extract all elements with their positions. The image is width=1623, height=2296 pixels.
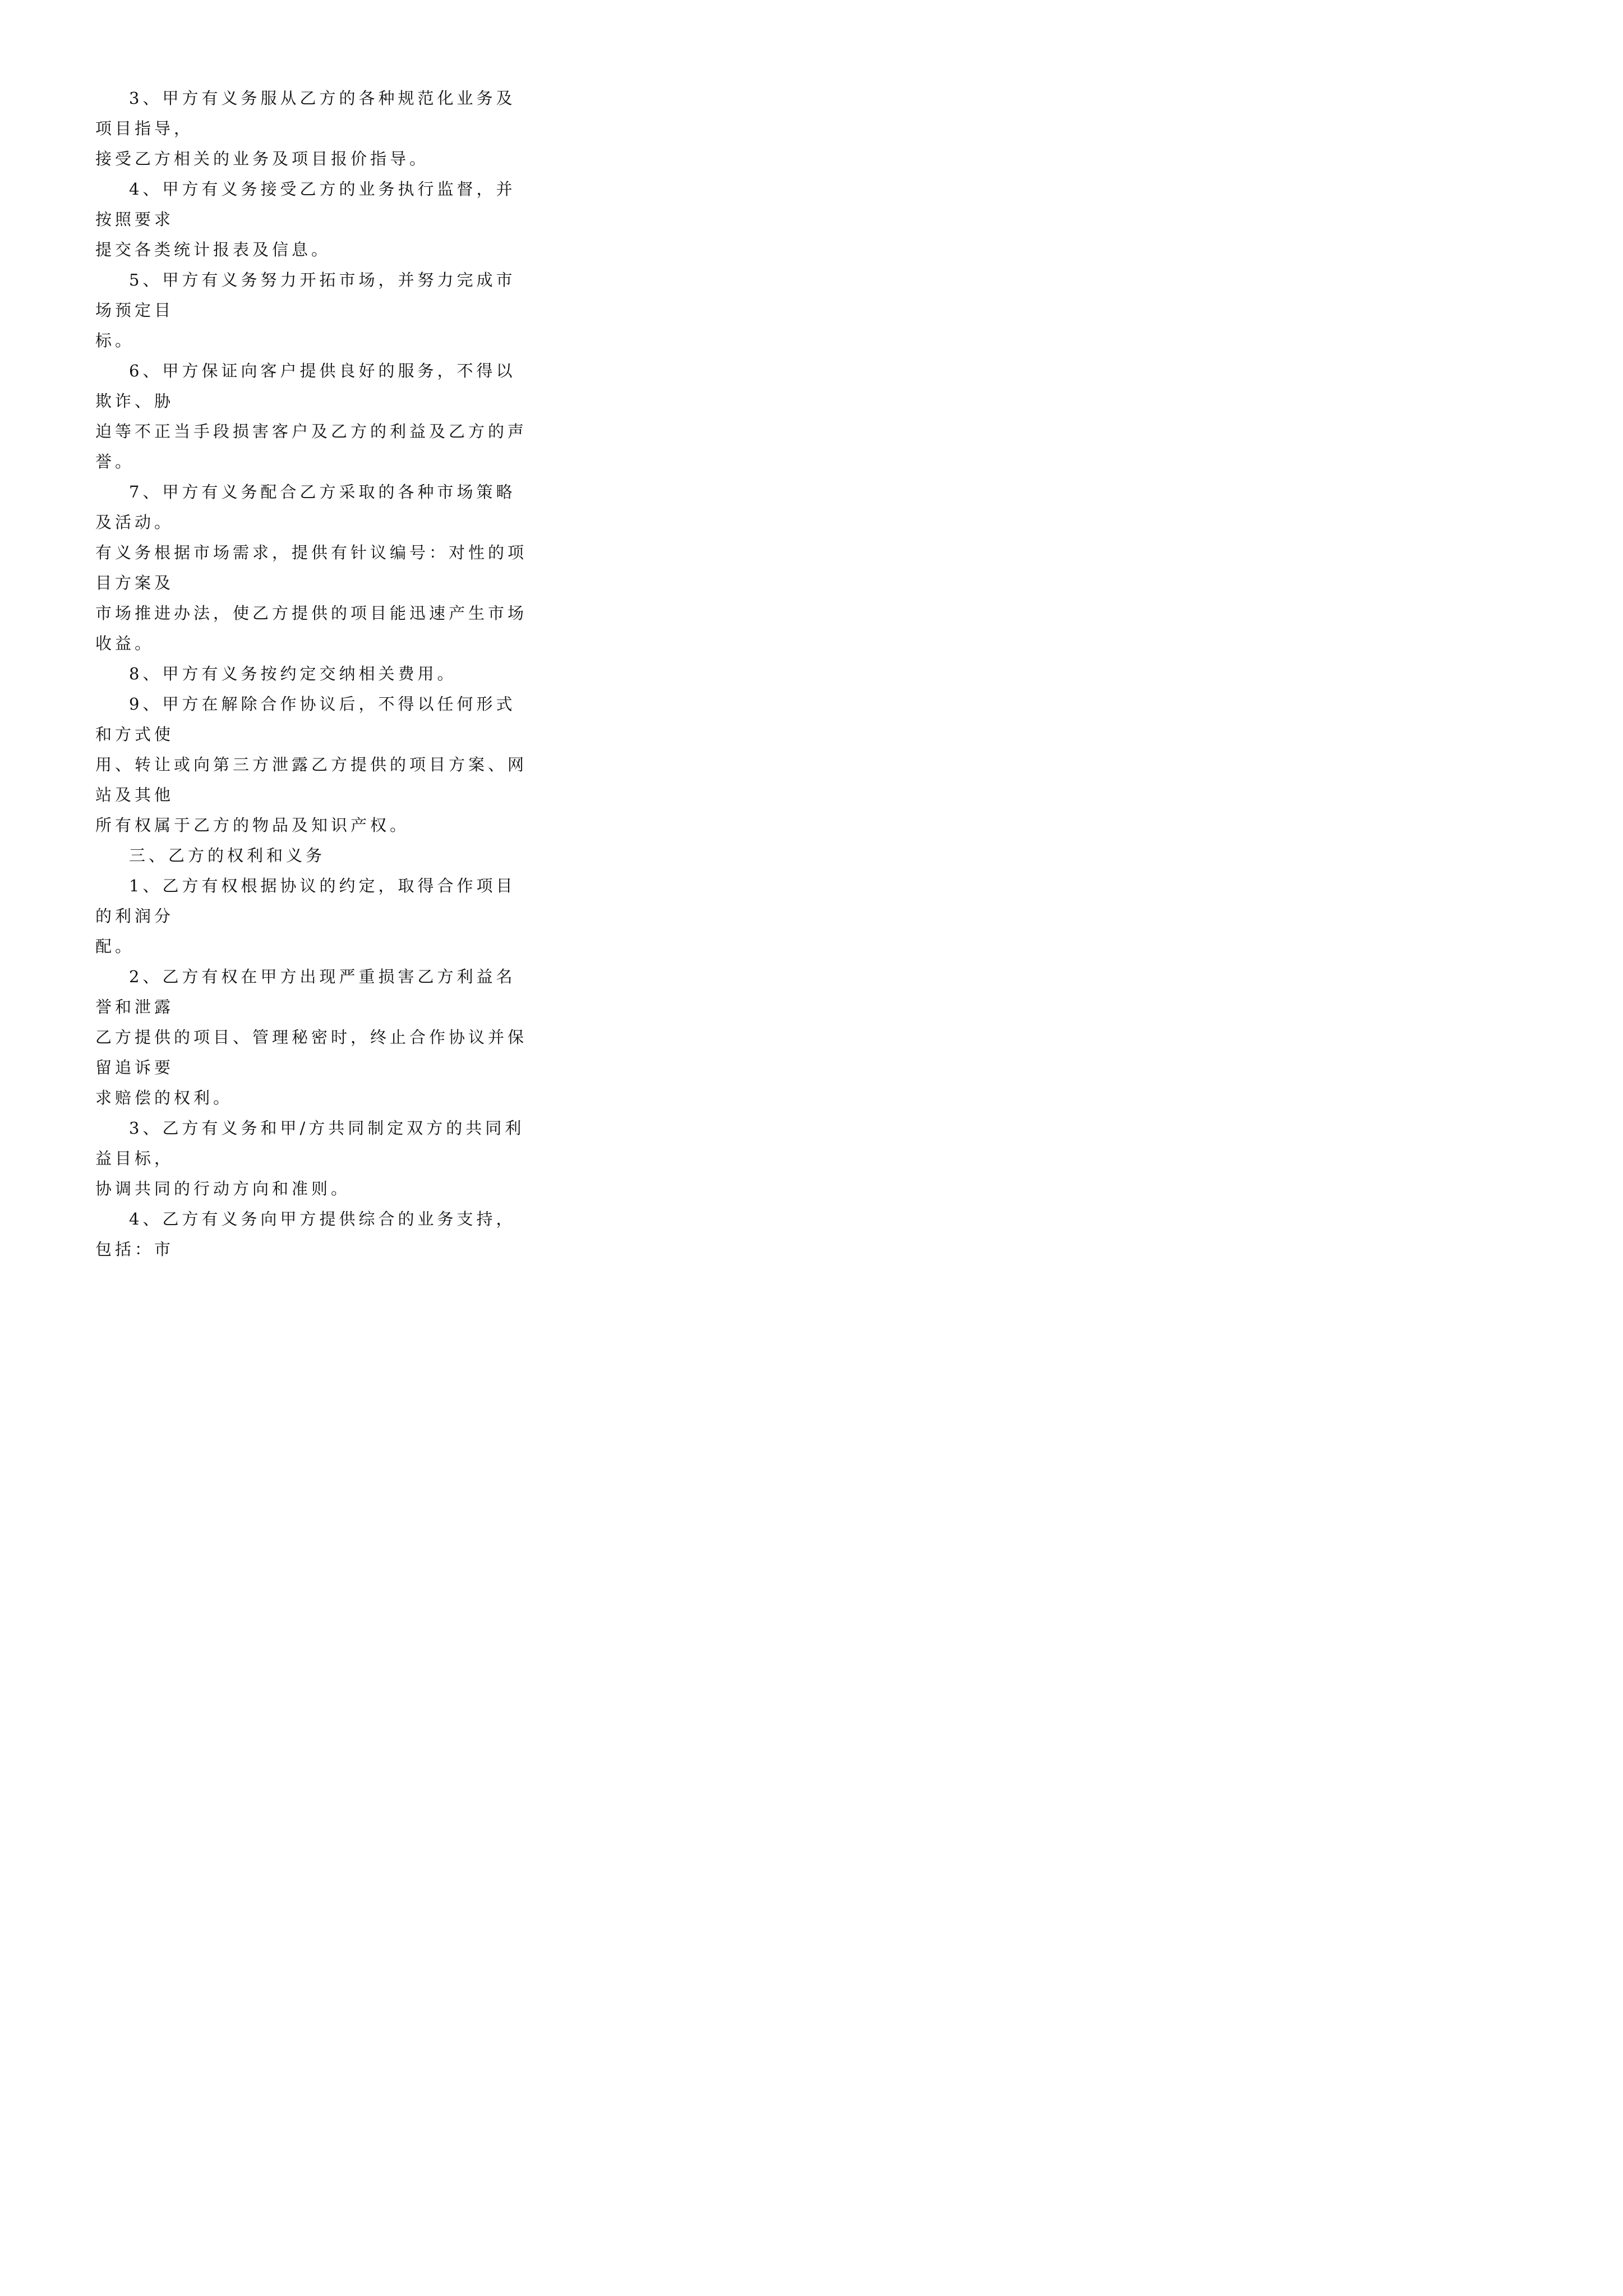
paragraph-a-3: 3、甲方有义务服从乙方的各种规范化业务及项目指导， 接受乙方相关的业务及项目报价指导。 (95, 89, 516, 168)
paragraph-a-6: 6、甲方保证向客户提供良好的服务，不得以欺诈、胁 迫等不正当手段损害客户及乙方的利益及乙方的声誉。 (95, 361, 528, 471)
section-heading-party-b: 三、乙方的权利和义务 (129, 846, 326, 865)
paragraph-a-8: 8、甲方有义务按约定交纳相关费用。 (129, 664, 457, 683)
paragraph-a-5: 5、甲方有义务努力开拓市场，并努力完成市场预定目 标。 (95, 270, 516, 350)
paragraph-b-2: 2、乙方有权在甲方出现严重损害乙方利益名誉和泄露 乙方提供的项目、管理秘密时，终止合作协议并保留追诉要 求赔偿的权利。 (95, 967, 528, 1107)
paragraph-b-3: 3、乙方有义务和甲/方共同制定双方的共同利益目标， 协调共同的行动方向和准则。 (95, 1119, 525, 1198)
paragraph-a-9: 9、甲方在解除合作协议后，不得以任何形式和方式使 用、转让或向第三方泄露乙方提供的项目方案、网站及其他 所有权属于乙方的物品及知识产权。 (95, 694, 528, 835)
document-page (0, 0, 614, 1259)
paragraph-b-1: 1、乙方有权根据协议的约定，取得合作项目的利润分 配。 (95, 876, 516, 956)
paragraph-a-4: 4、甲方有义务接受乙方的业务执行监督，并按照要求 提交各类统计报表及信息。 (95, 180, 516, 259)
document-body (95, 83, 533, 1264)
paragraph-b-4: 4、乙方有义务向甲方提供综合的业务支持，包括：市 (95, 1209, 516, 1259)
paragraph-a-7: 7、甲方有义务配合乙方采取的各种市场策略及活动。 有义务根据市场需求，提供有针议编号：对性的项目方案及 市场推进办法，使乙方提供的项目能迅速产生市场收益。 (95, 482, 528, 653)
